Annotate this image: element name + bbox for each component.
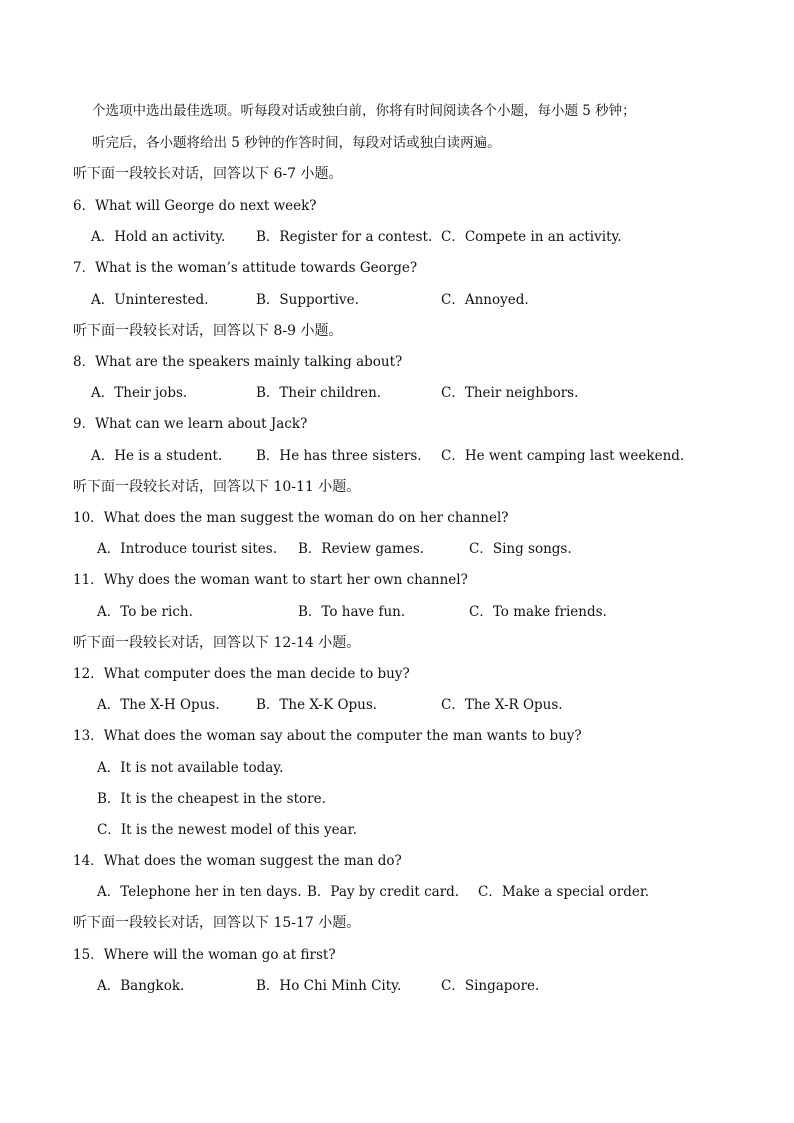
option-text: Uninterested.: [114, 292, 209, 308]
question-8: [73, 353, 402, 371]
option-b: [256, 384, 381, 402]
option-b: [298, 540, 424, 558]
option-text: Register for a contest.: [279, 229, 433, 245]
option-text: He went camping last weekend.: [464, 448, 685, 464]
section-header-15-17: 听下面一段较长对话，回答以下 15-17 小题。: [73, 915, 361, 931]
option-c: [469, 540, 572, 558]
section-header-6-7: 听下面一段较长对话，回答以下 6-7 小题。: [73, 166, 343, 182]
option-a: [91, 447, 222, 465]
option-a: [97, 883, 302, 901]
options-9: [0, 447, 794, 465]
option-label: A．: [91, 229, 115, 245]
option-b: [256, 447, 422, 465]
question-text: What can we learn about Jack?: [95, 416, 308, 432]
option-label: B．: [298, 604, 322, 620]
question-number: 6．: [73, 198, 96, 214]
option-c: [441, 696, 563, 714]
option-text: Sing songs.: [492, 541, 572, 557]
question-12: [73, 665, 410, 683]
option-label: C．: [441, 978, 465, 994]
option-text: He has three sisters.: [279, 448, 422, 464]
option-b: [256, 977, 401, 995]
option-label: C．: [97, 822, 121, 838]
question-number: 13．: [73, 728, 104, 744]
option-text: Make a special order.: [501, 884, 650, 900]
question-number: 12．: [73, 666, 104, 682]
option-a: [97, 696, 220, 714]
option-a: [97, 759, 283, 777]
question-9: [73, 415, 307, 433]
question-text: What are the speakers mainly talking about?: [95, 354, 403, 370]
question-text: What does the man suggest the woman do on her channel?: [103, 510, 509, 526]
option-text: The X-H Opus.: [120, 697, 220, 713]
question-6: [73, 197, 317, 215]
question-number: 15．: [73, 947, 104, 963]
option-text: He is a student.: [114, 448, 223, 464]
question-10: [73, 509, 509, 527]
option-c: [441, 447, 684, 465]
option-c: [441, 291, 529, 309]
options-8: [0, 384, 794, 402]
option-b: [256, 228, 432, 246]
option-text: Their jobs.: [114, 385, 188, 401]
question-number: 11．: [73, 572, 104, 588]
option-b: [256, 291, 359, 309]
question-number: 14．: [73, 853, 104, 869]
option-label: B．: [256, 697, 280, 713]
option-label: A．: [97, 978, 121, 994]
section-header-12-14: 听下面一段较长对话，回答以下 12-14 小题。: [73, 635, 361, 651]
question-number: 9．: [73, 416, 96, 432]
question-text: What does the woman say about the computer the man wants to buy?: [103, 728, 582, 744]
option-label: C．: [441, 697, 465, 713]
option-a: [97, 603, 193, 621]
option-text: Singapore.: [464, 978, 540, 994]
option-a: [97, 540, 277, 558]
option-text: To have fun.: [321, 604, 406, 620]
option-label: C．: [469, 541, 493, 557]
question-text: What is the woman’s attitude towards George?: [95, 260, 418, 276]
option-label: C．: [441, 448, 465, 464]
section-header-8-9: 听下面一段较长对话，回答以下 8-9 小题。: [73, 323, 343, 339]
option-text: To make friends.: [492, 604, 607, 620]
option-label: C．: [441, 292, 465, 308]
option-label: A．: [97, 760, 121, 776]
options-15: [0, 977, 794, 995]
option-a: [91, 228, 225, 246]
option-label: B．: [256, 978, 280, 994]
option-label: B．: [256, 292, 280, 308]
option-label: A．: [97, 697, 121, 713]
option-label: C．: [469, 604, 493, 620]
instruction-line-1: 个选项中选出最佳选项。听每段对话或独白前，你将有时间阅读各个小题，每小题 5 秒钟；: [92, 103, 636, 119]
option-label: A．: [91, 385, 115, 401]
option-text: Pay by credit card.: [330, 884, 460, 900]
option-label: A．: [91, 448, 115, 464]
option-label: A．: [97, 541, 121, 557]
option-a: [91, 384, 187, 402]
option-text: Compete in an activity.: [464, 229, 622, 245]
question-number: 8．: [73, 354, 96, 370]
question-number: 10．: [73, 510, 104, 526]
option-text: Their neighbors.: [464, 385, 579, 401]
option-label: B．: [256, 448, 280, 464]
option-text: To be rich.: [120, 604, 193, 620]
option-a: [91, 291, 208, 309]
option-text: It is not available today.: [120, 760, 284, 776]
option-label: A．: [97, 604, 121, 620]
options-7: [0, 291, 794, 309]
option-c: [441, 228, 622, 246]
option-label: A．: [97, 884, 121, 900]
option-label: C．: [441, 385, 465, 401]
option-c: [441, 384, 578, 402]
option-a: [97, 977, 184, 995]
option-label: C．: [478, 884, 502, 900]
option-c: [441, 977, 539, 995]
option-text: Review games.: [321, 541, 425, 557]
option-text: Annoyed.: [464, 292, 529, 308]
question-14: [73, 852, 402, 870]
option-c: [97, 821, 357, 839]
question-text: What computer does the man decide to buy?: [103, 666, 410, 682]
question-15: [73, 946, 336, 964]
question-text: Why does the woman want to start her own channel?: [103, 572, 468, 588]
option-label: C．: [441, 229, 465, 245]
option-label: B．: [307, 884, 331, 900]
option-label: B．: [97, 791, 121, 807]
question-7: [73, 259, 417, 277]
options-10: [0, 540, 794, 558]
instruction-line-2: 听完后，各小题将给出 5 秒钟的作答时间，每段对话或独白读两遍。: [92, 135, 501, 151]
option-text: It is the newest model of this year.: [120, 822, 357, 838]
option-b: [307, 883, 459, 901]
question-text: Where will the woman go at first?: [103, 947, 336, 963]
option-c: [469, 603, 607, 621]
option-label: B．: [298, 541, 322, 557]
options-11: [0, 603, 794, 621]
option-label: B．: [256, 385, 280, 401]
option-b: [97, 790, 326, 808]
option-text: Supportive.: [279, 292, 359, 308]
question-11: [73, 571, 468, 589]
option-text: Telephone her in ten days.: [120, 884, 302, 900]
option-text: The X-R Opus.: [464, 697, 563, 713]
option-label: A．: [91, 292, 115, 308]
options-12: [0, 696, 794, 714]
option-b: [256, 696, 377, 714]
option-text: It is the cheapest in the store.: [120, 791, 326, 807]
option-text: Bangkok.: [120, 978, 185, 994]
option-text: Hold an activity.: [114, 229, 226, 245]
option-b: [298, 603, 405, 621]
option-label: B．: [256, 229, 280, 245]
option-text: The X-K Opus.: [279, 697, 378, 713]
option-c: [478, 883, 649, 901]
option-text: Introduce tourist sites.: [120, 541, 278, 557]
question-text: What will George do next week?: [95, 198, 317, 214]
section-header-10-11: 听下面一段较长对话，回答以下 10-11 小题。: [73, 479, 361, 495]
option-text: Their children.: [279, 385, 382, 401]
question-number: 7．: [73, 260, 96, 276]
question-text: What does the woman suggest the man do?: [103, 853, 402, 869]
options-6: [0, 228, 794, 246]
options-14: [0, 883, 794, 901]
option-text: Ho Chi Minh City.: [279, 978, 402, 994]
question-13: [73, 727, 582, 745]
